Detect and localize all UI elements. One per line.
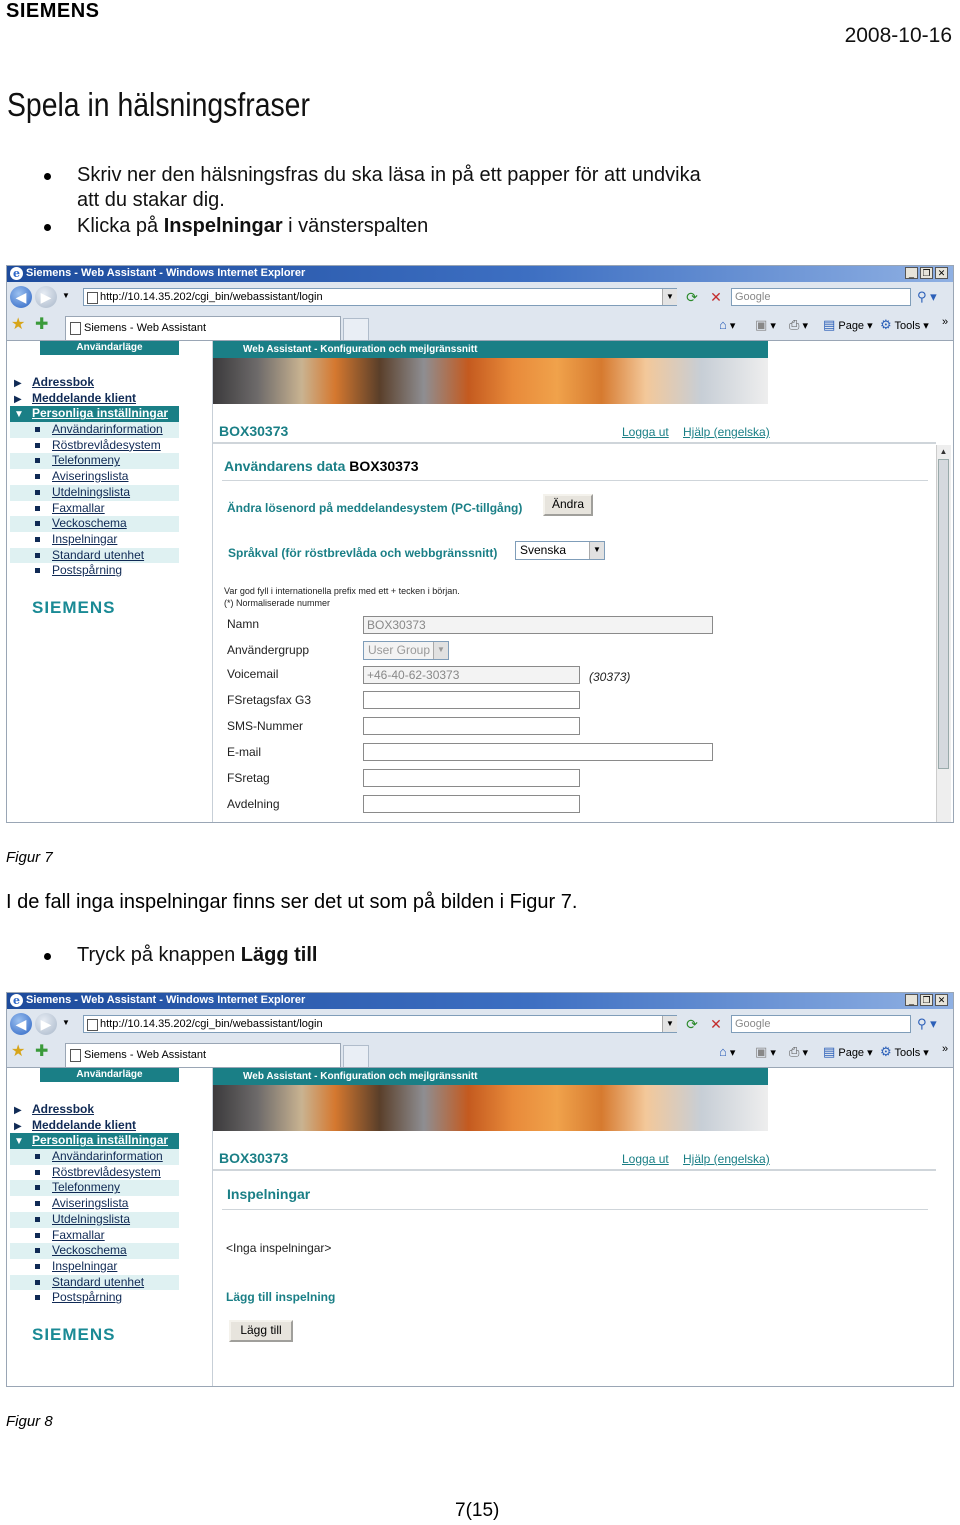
figure-caption: Figur 7	[6, 849, 53, 866]
feeds-icon[interactable]: ▣ ▾	[755, 1044, 776, 1059]
user-group-value: User Group	[368, 643, 431, 657]
add-favorites-icon[interactable]: ✚	[35, 1043, 49, 1060]
bullet-item	[77, 943, 317, 968]
forward-icon[interactable]: ▶	[35, 1013, 57, 1035]
bullet-square-icon	[35, 1248, 40, 1253]
menu-item-utdelningslista[interactable]: Utdelningslista	[10, 1212, 179, 1228]
expanded-arrow-icon: ▼	[14, 1136, 24, 1148]
collapsed-arrow-icon: ▶	[14, 1120, 22, 1132]
menu-item-meddelande-klient[interactable]: ▶ Meddelande klient	[10, 1118, 179, 1134]
bullet-item	[77, 214, 428, 239]
new-tab-button[interactable]	[343, 318, 369, 340]
toolbar-chevron[interactable]: »	[942, 1043, 949, 1055]
favorites-star-icon[interactable]: ★	[11, 316, 26, 333]
bullet-square-icon	[35, 1201, 40, 1206]
browser-screenshot-fig7	[6, 265, 954, 823]
collapsed-arrow-icon: ▶	[14, 393, 22, 405]
address-bar	[7, 1009, 953, 1040]
header-banner: Web Assistant - Konfiguration och mejlgränssnitt	[213, 341, 768, 358]
field-label-voicemail: Voicemail	[227, 667, 279, 681]
menu-item-utdelningslista[interactable]: Utdelningslista	[10, 485, 179, 501]
tools-icon: ⚙	[880, 317, 892, 332]
language-select[interactable]	[515, 541, 605, 560]
divider	[213, 1169, 936, 1171]
field-label-anvandergrupp: Användergrupp	[227, 643, 310, 657]
language-value: Svenska	[520, 543, 567, 557]
bullet-square-icon	[35, 1217, 40, 1222]
new-tab-button[interactable]	[343, 1045, 369, 1067]
bullet-square-icon	[35, 1295, 40, 1300]
browser-tab[interactable]	[65, 316, 341, 340]
name-field[interactable]: BOX30373	[363, 616, 713, 634]
address-text: http://10.14.35.202/cgi_bin/webassistant/login	[100, 1018, 323, 1030]
scroll-up-icon[interactable]: ▲	[939, 447, 948, 456]
menu-item-veckoschema[interactable]: Veckoschema	[10, 516, 179, 532]
change-password-label: Ändra lösenord på meddelandesystem (PC-tillgång)	[227, 501, 523, 515]
box-id: BOX30373	[219, 1150, 289, 1166]
stop-icon[interactable]: ✕	[710, 289, 722, 305]
siemens-brand-logo: SIEMENS	[32, 1325, 116, 1344]
field-label-avdelning: Avdelning	[227, 797, 280, 811]
window-titlebar	[7, 993, 953, 1009]
back-icon[interactable]: ◀	[10, 1013, 32, 1035]
email-field[interactable]	[363, 743, 713, 761]
collapsed-arrow-icon: ▶	[14, 378, 22, 389]
header-banner: Web Assistant - Konfiguration och mejlgränssnitt	[213, 1068, 768, 1085]
sms-field[interactable]	[363, 717, 580, 735]
left-menu	[10, 375, 179, 579]
search-input[interactable]: Google	[731, 1015, 911, 1033]
expanded-arrow-icon: ▼	[14, 409, 24, 421]
menu-item-standard-utenhet[interactable]: Standard utenhet	[10, 1275, 179, 1291]
siemens-logo: SIEMENS	[6, 0, 100, 22]
bullet-text: Tryck på knappen	[77, 944, 241, 966]
page-icon: ▤	[823, 317, 836, 332]
bullet-bold-text: Inspelningar	[163, 215, 283, 237]
bullet-square-icon	[35, 1170, 40, 1175]
menu-item-telefonmeny[interactable]: Telefonmeny	[10, 1180, 179, 1196]
bullet-square-icon	[35, 458, 40, 463]
bullet-square-icon	[35, 427, 40, 432]
menu-item-postsparning[interactable]: Postspårning	[10, 563, 179, 579]
search-icon[interactable]: ⚲ ▾	[917, 1016, 937, 1031]
menu-item-adressbok[interactable]: ▶ Adressbok	[10, 375, 179, 391]
favorites-star-icon[interactable]: ★	[11, 1043, 26, 1060]
tab-bar	[7, 312, 953, 341]
menu-item-inspelningar[interactable]: Inspelningar	[10, 1259, 179, 1275]
back-icon[interactable]: ◀	[10, 286, 32, 308]
bullet-square-icon	[35, 1264, 40, 1269]
document-date: 2008-10-16	[844, 24, 952, 47]
tab-page-icon	[70, 322, 81, 335]
bullet-dot	[44, 953, 51, 960]
bullet-square-icon	[35, 1154, 40, 1159]
add-button[interactable]: Lägg till	[229, 1320, 293, 1342]
menu-item-standard-utenhet[interactable]: Standard utenhet	[10, 548, 179, 564]
menu-item-rostbrevladesystem[interactable]: Röstbrevlådesystem	[10, 1165, 179, 1181]
header-photo-strip	[213, 1085, 768, 1131]
company-fax-field[interactable]	[363, 691, 580, 709]
menu-item-inspelningar[interactable]: Inspelningar	[10, 532, 179, 548]
help-link[interactable]: Hjälp (engelska)	[683, 425, 770, 439]
refresh-icon[interactable]: ⟳	[686, 289, 698, 305]
menu-item-anvandarinformation[interactable]: Användarinformation	[10, 1149, 179, 1165]
home-icon[interactable]: ⌂ ▾	[719, 1044, 736, 1059]
tools-icon: ⚙	[880, 1044, 892, 1059]
logout-link[interactable]: Logga ut	[622, 1152, 669, 1166]
mode-label: Användarläge	[40, 341, 179, 355]
divider	[213, 442, 936, 444]
bullet-text-line2: att du stakar dig.	[77, 189, 225, 211]
divider	[222, 1209, 928, 1210]
home-icon[interactable]: ⌂ ▾	[719, 317, 736, 332]
forward-icon[interactable]: ▶	[35, 286, 57, 308]
company-field[interactable]	[363, 769, 580, 787]
restore-icon[interactable]: ❐	[920, 994, 933, 1006]
divider	[222, 480, 928, 481]
bullet-text: i vänsterspalten	[282, 215, 429, 237]
menu-item-faxmallar[interactable]: Faxmallar	[10, 1228, 179, 1244]
address-text: http://10.14.35.202/cgi_bin/webassistant/login	[100, 291, 323, 303]
figure-caption: Figur 8	[6, 1413, 53, 1430]
field-label-namn: Namn	[227, 617, 260, 631]
chevron-down-icon: ▼	[589, 542, 604, 559]
field-label-sms: SMS-Nummer	[227, 719, 304, 733]
page-menu-label: Page	[838, 1047, 865, 1059]
field-label-foretagsfax: FSretagsfax G3	[227, 693, 312, 707]
scrollbar[interactable]	[936, 445, 951, 822]
print-icon[interactable]: ⎙ ▾	[789, 317, 808, 332]
document-title: Spela in hälsningsfraser	[7, 86, 310, 123]
bullet-item	[77, 163, 701, 213]
menu-item-meddelande-klient[interactable]: ▶ Meddelande klient	[10, 391, 179, 407]
tools-menu[interactable]: ⚙ Tools ▾	[880, 317, 929, 332]
header-photo-strip	[213, 358, 768, 404]
add-favorites-icon[interactable]: ✚	[35, 316, 49, 333]
bullet-text-line1: Skriv ner den hälsningsfras du ska läsa in på ett papper för att undvika	[77, 164, 701, 186]
left-menu	[10, 1102, 179, 1306]
page-icon	[87, 1019, 98, 1031]
bullet-square-icon	[35, 553, 40, 558]
tools-menu[interactable]: ⚙ Tools ▾	[880, 1044, 929, 1059]
address-bar	[7, 282, 953, 313]
field-label-foretag: FSretag	[227, 771, 270, 785]
user-group-select[interactable]	[363, 641, 449, 660]
bullet-square-icon	[35, 1185, 40, 1190]
page-icon	[87, 292, 98, 304]
tab-bar	[7, 1039, 953, 1068]
menu-item-aviseringslista[interactable]: Aviseringslista	[10, 469, 179, 485]
section-title: Inspelningar	[227, 1186, 311, 1202]
scrollbar-thumb[interactable]	[938, 459, 949, 769]
restore-icon[interactable]: ❐	[920, 267, 933, 279]
close-icon[interactable]: ✕	[935, 267, 948, 279]
tab-title: Siemens - Web Assistant	[84, 322, 207, 334]
menu-item-veckoschema[interactable]: Veckoschema	[10, 1243, 179, 1259]
page-menu-label: Page	[838, 320, 865, 332]
menu-item-rostbrevladesystem[interactable]: Röstbrevlådesystem	[10, 438, 179, 454]
page-icon: ▤	[823, 1044, 836, 1059]
browser-tab[interactable]	[65, 1043, 341, 1067]
window-titlebar	[7, 266, 953, 282]
menu-item-postsparning[interactable]: Postspårning	[10, 1290, 179, 1306]
prefix-note: Var god fyll i internationella prefix med ett + tecken i början.	[224, 586, 460, 596]
web-content	[7, 341, 953, 822]
field-label-email: E-mail	[227, 745, 262, 759]
page-number: 7(15)	[455, 1500, 500, 1521]
menu-item-anvandarinformation[interactable]: Användarinformation	[10, 422, 179, 438]
address-input[interactable]	[83, 288, 677, 306]
bullet-dot	[44, 224, 51, 231]
body-paragraph: I de fall inga inspelningar finns ser det ut som på bilden i Figur 7.	[6, 891, 578, 913]
bullet-square-icon	[35, 537, 40, 542]
tab-page-icon	[70, 1049, 81, 1062]
toolbar-chevron[interactable]: »	[942, 316, 949, 328]
history-dropdown-icon[interactable]: ▼	[62, 1018, 70, 1027]
empty-recordings-text: <Inga inspelningar>	[226, 1241, 332, 1255]
add-recording-label: Lägg till inspelning	[226, 1290, 336, 1304]
siemens-brand-logo: SIEMENS	[32, 598, 116, 617]
menu-item-telefonmeny[interactable]: Telefonmeny	[10, 453, 179, 469]
collapsed-arrow-icon: ▶	[14, 1105, 22, 1116]
bullet-square-icon	[35, 490, 40, 495]
voicemail-field[interactable]: +46-40-62-30373	[363, 666, 580, 684]
search-input[interactable]: Google	[731, 288, 911, 306]
language-label: Språkval (för röstbrevlåda och webbgränssnitt)	[228, 546, 498, 560]
bullet-square-icon	[35, 521, 40, 526]
bullet-square-icon	[35, 1280, 40, 1285]
refresh-icon[interactable]: ⟳	[686, 1016, 698, 1032]
bullet-text: Klicka på	[77, 215, 164, 237]
bullet-square-icon	[35, 568, 40, 573]
print-icon[interactable]: ⎙ ▾	[789, 1044, 808, 1059]
menu-item-personliga-installningar[interactable]: ▼ Personliga inställningar	[10, 1133, 179, 1149]
bullet-bold-text: Lägg till	[240, 944, 318, 966]
bullet-square-icon	[35, 474, 40, 479]
department-field[interactable]	[363, 795, 580, 813]
logout-link[interactable]: Logga ut	[622, 425, 669, 439]
voicemail-extension: (30373)	[589, 670, 631, 684]
menu-item-adressbok[interactable]: ▶ Adressbok	[10, 1102, 179, 1118]
box-id: BOX30373	[219, 423, 289, 439]
close-icon[interactable]: ✕	[935, 994, 948, 1006]
bullet-square-icon	[35, 443, 40, 448]
address-dropdown-icon[interactable]: ▼	[662, 1016, 677, 1032]
page-menu[interactable]: ▤ Page ▾	[823, 317, 873, 332]
address-input[interactable]	[83, 1015, 677, 1033]
column-divider	[212, 341, 213, 822]
menu-item-faxmallar[interactable]: Faxmallar	[10, 501, 179, 517]
change-button[interactable]: Ändra	[543, 494, 593, 516]
feeds-icon[interactable]: ▣ ▾	[755, 317, 776, 332]
minimize-icon[interactable]: _	[905, 267, 918, 279]
bullet-square-icon	[35, 506, 40, 511]
tab-title: Siemens - Web Assistant	[84, 1049, 207, 1061]
normalized-note: (*) Normaliserade nummer	[224, 598, 331, 608]
chevron-down-icon: ▼	[433, 642, 448, 659]
menu-item-personliga-installningar[interactable]: ▼ Personliga inställningar	[10, 406, 179, 422]
web-content	[7, 1068, 953, 1386]
minimize-icon[interactable]: _	[905, 994, 918, 1006]
tools-menu-label: Tools	[894, 320, 921, 332]
browser-screenshot-fig8	[6, 992, 954, 1387]
tools-menu-label: Tools	[894, 1047, 921, 1059]
ie-logo-icon: e	[10, 267, 23, 280]
window-title: Siemens - Web Assistant - Windows Internet Explorer	[26, 267, 306, 279]
search-icon[interactable]: ⚲ ▾	[917, 289, 937, 304]
address-dropdown-icon[interactable]: ▼	[662, 289, 677, 305]
window-title: Siemens - Web Assistant - Windows Internet Explorer	[26, 994, 306, 1006]
bullet-square-icon	[35, 1233, 40, 1238]
page-menu[interactable]: ▤ Page ▾	[823, 1044, 873, 1059]
stop-icon[interactable]: ✕	[710, 1016, 722, 1032]
history-dropdown-icon[interactable]: ▼	[62, 291, 70, 300]
help-link[interactable]: Hjälp (engelska)	[683, 1152, 770, 1166]
section-title: Användarens data BOX30373	[224, 458, 419, 474]
ie-logo-icon: e	[10, 994, 23, 1007]
mode-label: Användarläge	[40, 1068, 179, 1082]
bullet-dot	[44, 173, 51, 180]
menu-item-aviseringslista[interactable]: Aviseringslista	[10, 1196, 179, 1212]
